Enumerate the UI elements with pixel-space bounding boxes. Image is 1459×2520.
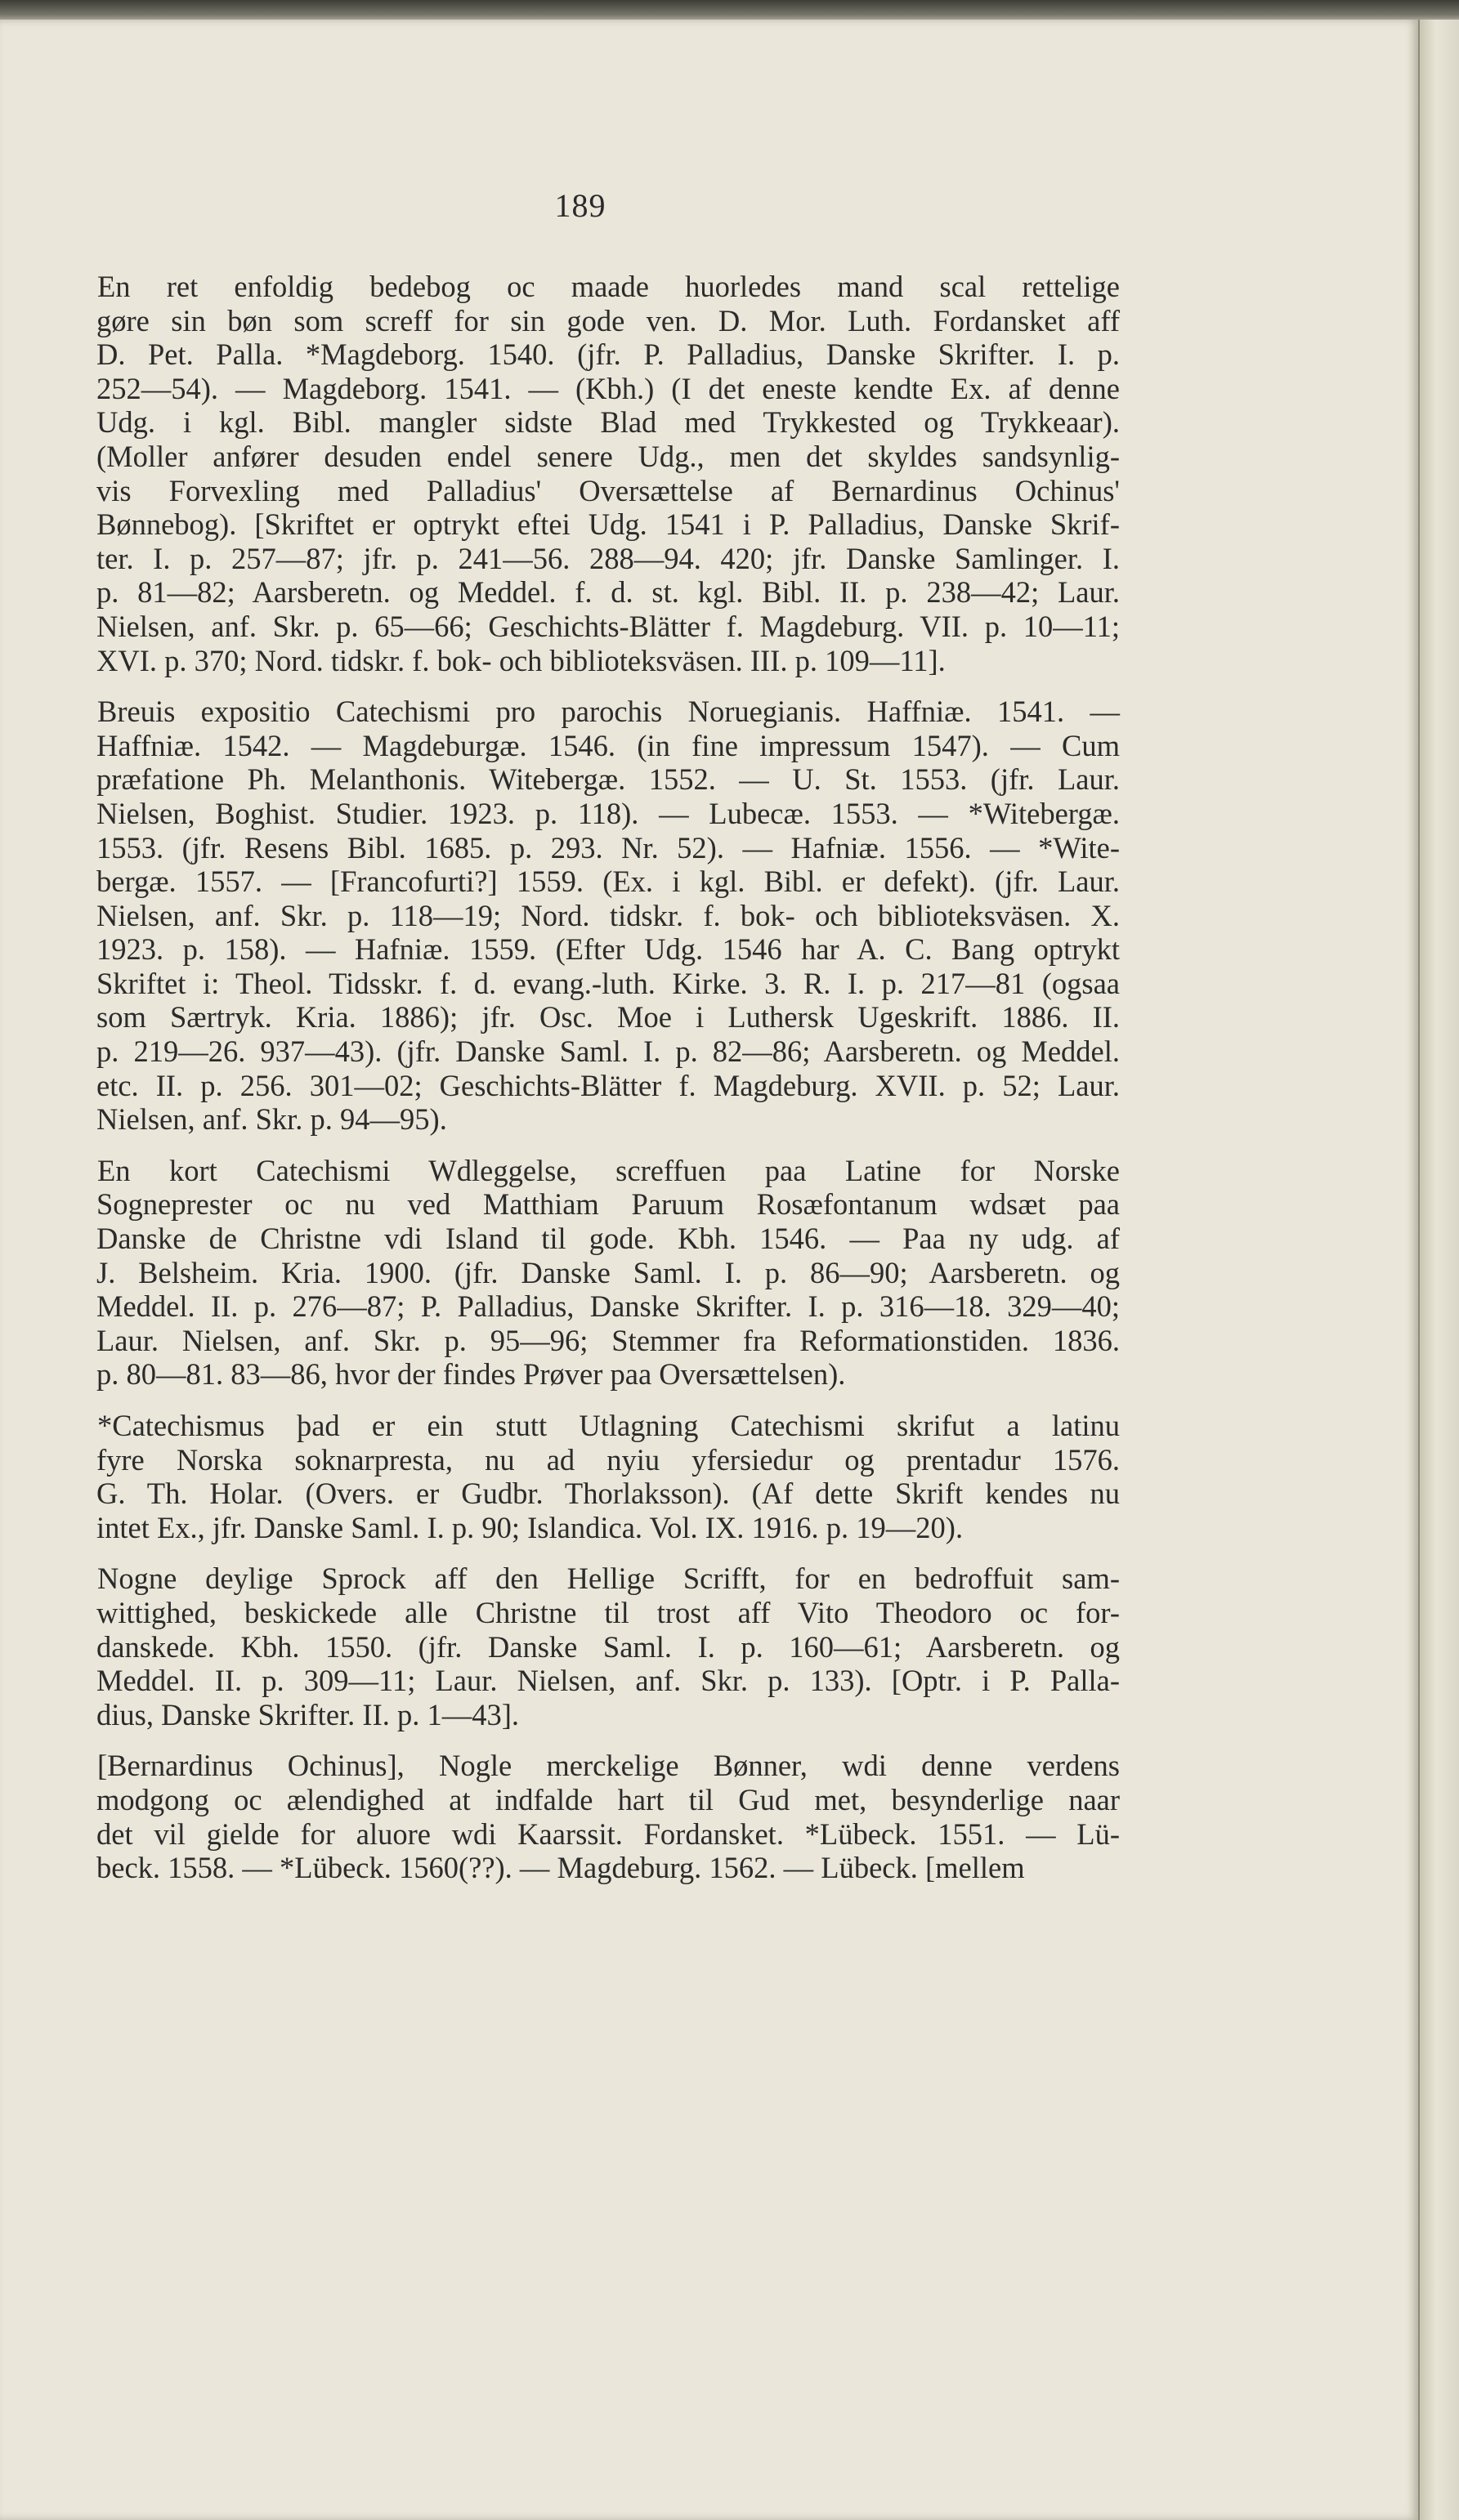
text-line: Bønnebog). [Skriftet er optrykt eftei Udg. 1541 i P. Palladius, Danske Skrif- [96, 507, 1120, 542]
text-line: Laur. Nielsen, anf. Skr. p. 95—96; Stemmer fra Reformationstiden. 1836. [96, 1323, 1120, 1357]
bibliography-entry [96, 1562, 1120, 1731]
text-line: wittighed, beskickede alle Christne til trost aff Vito Theodoro oc for- [96, 1595, 1120, 1629]
text-line: D. Pet. Palla. *Magdeborg. 1540. (jfr. P. Palladius, Danske Skrifter. I. p. [96, 337, 1120, 372]
text-line: præfatione Ph. Melanthonis. Witebergæ. 1552. — U. St. 1553. (jfr. Laur. [96, 762, 1120, 797]
text-line: Meddel. II. p. 309—11; Laur. Nielsen, anf. Skr. p. 133). [Optr. i P. Palla- [96, 1664, 1120, 1698]
bibliography-text [96, 270, 1120, 1902]
text-line: beck. 1558. — *Lübeck. 1560(??). — Magdeburg. 1562. — Lübeck. [mellem [96, 1851, 1025, 1885]
text-line: fyre Norska soknarpresta, nu ad nyiu yfersiedur og prentadur 1576. [96, 1442, 1120, 1477]
text-line: dius, Danske Skrifter. II. p. 1—43]. [96, 1697, 520, 1731]
text-line: En kort Catechismi Wdleggelse, screffuen paa Latine for Norske [97, 1153, 1120, 1187]
text-line: Nogne deylige Sprock aff den Hellige Scrifft, for en bedroffuit sam- [97, 1562, 1120, 1596]
text-line: (Moller anfører desuden endel senere Udg., men det skyldes sandsynlig- [96, 439, 1120, 473]
text-line: Nielsen, anf. Skr. p. 94—95). [96, 1102, 447, 1137]
text-line: G. Th. Holar. (Overs. er Gudbr. Thorlaksson). (Af dette Skrift kendes nu [96, 1477, 1120, 1511]
text-line: p. 81—82; Aarsberetn. og Meddel. f. d. st. kgl. Bibl. II. p. 238—42; Laur. [96, 575, 1120, 610]
text-line: J. Belsheim. Kria. 1900. (jfr. Danske Saml. I. p. 86—90; Aarsberetn. og [96, 1255, 1120, 1289]
text-line: Nielsen, Boghist. Studier. 1923. p. 118). — Lubecæ. 1553. — *Witebergæ. [96, 796, 1120, 830]
text-line: som Særtryk. Kria. 1886); jfr. Osc. Moe i Luthersk Ugeskrift. 1886. II. [96, 1000, 1120, 1034]
text-line: vis Forvexling med Palladius' Oversættelse af Bernardinus Ochinus' [96, 473, 1120, 507]
page-number: 189 [554, 187, 606, 224]
page-fore-edge [1418, 20, 1459, 2520]
text-line: 1553. (jfr. Resens Bibl. 1685. p. 293. Nr. 52). — Hafniæ. 1556. — *Wite- [96, 830, 1120, 865]
text-line: En ret enfoldig bedebog oc maade huorledes mand scal rettelige [97, 270, 1120, 303]
text-line: det vil gielde for aluore wdi Kaarssit. Fordansket. *Lübeck. 1551. — Lü- [96, 1816, 1120, 1851]
text-line: Udg. i kgl. Bibl. mangler sidste Blad med Trykkested og Trykkeaar). [96, 405, 1120, 440]
text-line: XVI. p. 370; Nord. tidskr. f. bok- och biblioteksväsen. III. p. 109—11]. [96, 643, 946, 677]
text-line: Nielsen, anf. Skr. p. 118—19; Nord. tidskr. f. bok- och biblioteksväsen. X. [96, 898, 1120, 932]
text-line: modgong oc ælendighed at indfalde hart til Gud met, besynderlige naar [96, 1782, 1120, 1816]
text-line: 1923. p. 158). — Hafniæ. 1559. (Efter Udg. 1546 har A. C. Bang optrykt [96, 932, 1120, 967]
text-line: Skriftet i: Theol. Tidsskr. f. d. evang.-luth. Kirke. 3. R. I. p. 217—81 (ogsaa [96, 966, 1120, 1000]
bibliography-entry [96, 695, 1120, 1137]
bibliography-entry [96, 1749, 1120, 1884]
bibliography-entry [96, 1154, 1120, 1392]
text-line: ter. I. p. 257—87; jfr. p. 241—56. 288—94. 420; jfr. Danske Samlinger. I. [96, 541, 1120, 575]
text-line: etc. II. p. 256. 301—02; Geschichts-Blätter f. Magdeburg. XVII. p. 52; Laur. [96, 1068, 1120, 1102]
text-line: p. 219—26. 937—43). (jfr. Danske Saml. I. p. 82—86; Aarsberetn. og Meddel. [96, 1034, 1120, 1069]
text-line: intet Ex., jfr. Danske Saml. I. p. 90; Islandica. Vol. IX. 1916. p. 19—20). [96, 1510, 964, 1544]
text-line: Sogneprester oc nu ved Matthiam Paruum Rosæfontanum wdsæt paa [96, 1187, 1120, 1222]
text-line: Haffniæ. 1542. — Magdeburgæ. 1546. (in fine impressum 1547). — Cum [96, 728, 1120, 762]
bibliography-entry [96, 270, 1120, 677]
text-line: Breuis expositio Catechismi pro parochis Noruegianis. Haffniæ. 1541. — [97, 695, 1120, 729]
text-line: Danske de Christne vdi Island til gode. Kbh. 1546. — Paa ny udg. af [96, 1222, 1120, 1256]
text-line: *Catechismus þad er ein stutt Utlagning Catechismi skrifut a latinu [97, 1409, 1120, 1442]
text-line: Meddel. II. p. 276—87; P. Palladius, Danske Skrifter. I. p. 316—18. 329—40; [96, 1289, 1120, 1324]
text-line: Nielsen, anf. Skr. p. 65—66; Geschichts-Blätter f. Magdeburg. VII. p. 10—11; [96, 609, 1120, 643]
bibliography-entry [96, 1409, 1120, 1544]
text-line: gøre sin bøn som screff for sin gode ven. D. Mor. Luth. Fordansket aff [96, 303, 1120, 337]
text-line: danskede. Kbh. 1550. (jfr. Danske Saml. I. p. 160—61; Aarsberetn. og [96, 1629, 1120, 1664]
text-line: p. 80—81. 83—86, hvor der findes Prøver paa Oversættelsen). [96, 1357, 846, 1392]
text-line: bergæ. 1557. — [Francofurti?] 1559. (Ex. i kgl. Bibl. er defekt). (jfr. Laur. [96, 865, 1120, 899]
text-line: 252—54). — Magdeborg. 1541. — (Kbh.) (I det eneste kendte Ex. af denne [96, 371, 1120, 405]
text-line: [Bernardinus Ochinus], Nogle merckelige Bønner, wdi denne verdens [97, 1749, 1120, 1783]
